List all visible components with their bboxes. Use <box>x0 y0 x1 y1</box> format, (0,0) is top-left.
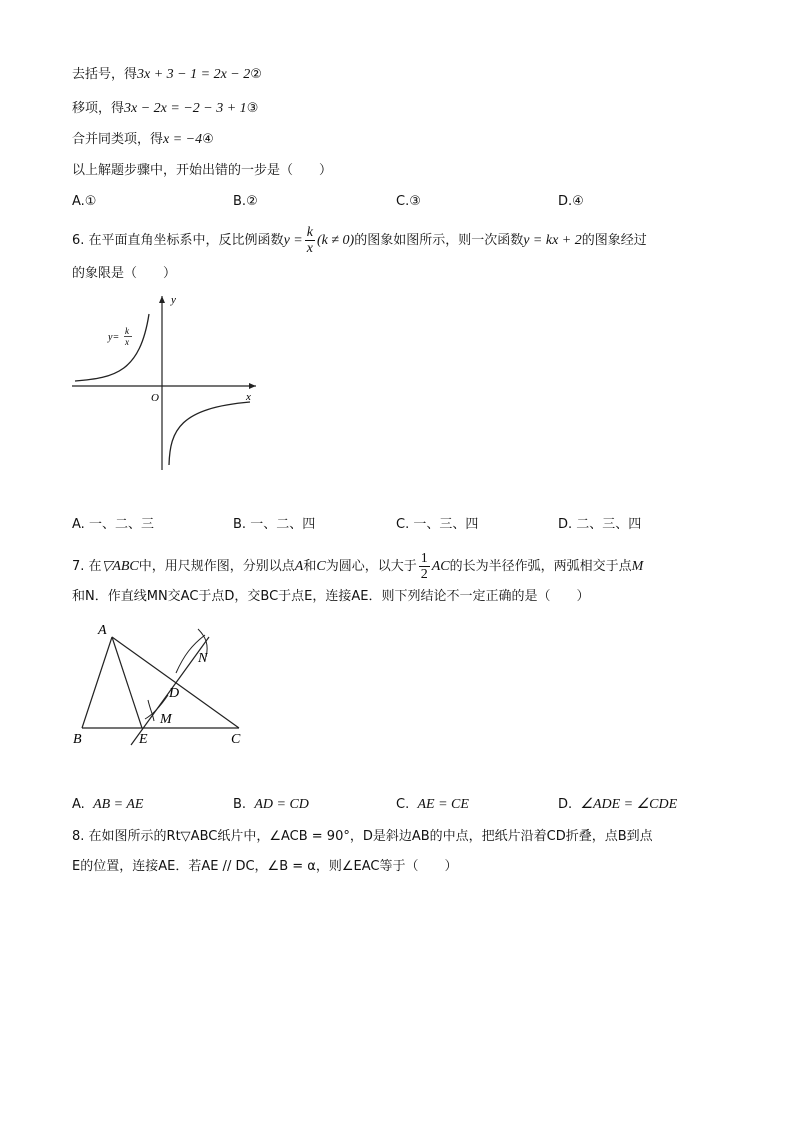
q6-text-b: 的图象如图所示，则一次函数 <box>354 233 524 248</box>
option-letter: B. <box>233 517 247 532</box>
option-text: 一、二、四 <box>250 517 316 532</box>
label-n: N <box>198 651 208 666</box>
option-letter: C. <box>396 194 410 209</box>
q5-option-a[interactable] <box>72 193 96 211</box>
q7-text-and: 和 <box>303 559 317 574</box>
q7-point-a: A <box>294 559 304 574</box>
q7-fraction <box>419 551 430 582</box>
q7-frac-den: 2 <box>420 567 428 582</box>
q6-hyperbola-graph <box>70 290 260 475</box>
x-axis-arrow <box>249 383 256 389</box>
option-text: AE = CE <box>417 797 469 812</box>
curve-label-den: x <box>125 337 129 347</box>
label-d: D <box>169 686 180 701</box>
q7-triangle: ▽ABC <box>101 559 139 574</box>
option-letter: B. <box>233 194 247 209</box>
q6-option-b[interactable] <box>233 516 315 534</box>
q7-point-m: M <box>631 559 644 574</box>
step-4-marker: ④ <box>202 132 214 147</box>
q6-linear: y = kx + 2 <box>523 233 582 248</box>
q7-frac-num: 1 <box>420 551 428 566</box>
q6-stem-line1 <box>72 225 647 256</box>
label-e: E <box>139 732 148 747</box>
curve-label-lhs: y= <box>108 332 120 343</box>
label-c: C <box>231 732 241 747</box>
option-text: AB = AE <box>93 797 144 812</box>
q7-text-c: 为圆心，以大于 <box>325 559 417 574</box>
q7-option-a[interactable] <box>72 796 143 814</box>
option-letter: C. <box>396 797 410 812</box>
step-2-line <box>72 66 262 84</box>
step-3-equation: 3x − 2x = −2 − 3 + 1 <box>124 101 247 116</box>
q6-number: 6. <box>72 233 85 248</box>
segment-ae <box>112 637 142 728</box>
q7-option-c[interactable] <box>396 796 469 814</box>
q8-stem-line2: E的位置，连接AE．若AE // DC，∠B = α，则∠EAC等于（ ） <box>72 859 458 874</box>
segment-ab <box>82 637 112 728</box>
step-4-equation: x = −4 <box>163 132 203 147</box>
option-letter: A. <box>72 194 85 209</box>
option-text: ③ <box>409 194 421 209</box>
option-text: ∠ADE = ∠CDE <box>580 797 678 812</box>
hyperbola-branch-quadrant-2 <box>75 314 149 381</box>
label-m: M <box>160 712 172 727</box>
step-3-marker: ③ <box>246 101 259 116</box>
step-4-label: 合并同类项，得 <box>72 132 164 147</box>
q6-frac-den: x <box>306 241 313 256</box>
step-4-line <box>72 131 214 149</box>
q6-frac-num: k <box>306 225 313 240</box>
q6-option-a[interactable] <box>72 516 154 534</box>
q7-point-c: C <box>316 559 326 574</box>
q5-prompt: 以上解题步骤中，开始出错的一步是（ ） <box>72 163 333 178</box>
q7-stem-line1 <box>72 551 643 582</box>
origin-label: O <box>151 392 159 404</box>
option-text: AD = CD <box>254 797 309 812</box>
q7-option-b[interactable] <box>233 796 309 814</box>
q8-number: 8. <box>72 829 85 844</box>
step-2-marker: ② <box>250 67 262 82</box>
q7-triangle-figure <box>68 615 253 750</box>
q7-text-a: 在 <box>88 559 102 574</box>
option-text: ① <box>84 194 97 209</box>
option-letter: A. <box>72 797 85 812</box>
q6-stem-line2: 的象限是（ ） <box>72 266 177 281</box>
y-axis-arrow <box>159 296 165 303</box>
q6-option-c[interactable] <box>396 516 478 534</box>
y-axis-label: y <box>171 294 176 306</box>
q7-number: 7. <box>72 559 85 574</box>
step-3-line <box>72 100 258 118</box>
option-text: ④ <box>572 194 584 209</box>
q6-fraction <box>305 225 315 256</box>
option-letter: D. <box>558 517 573 532</box>
option-letter: D. <box>558 797 573 812</box>
q6-func-lhs: y = <box>283 233 303 248</box>
option-text: ② <box>246 194 258 209</box>
option-text: 二、三、四 <box>576 517 642 532</box>
q7-text-d: 的长为半径作弧，两弧相交于点 <box>449 559 632 574</box>
curve-label-num: k <box>125 326 129 336</box>
q6-text-c: 的图象经过 <box>581 233 647 248</box>
hyperbola-branch-quadrant-4 <box>169 402 250 465</box>
step-2-equation: 3x + 3 − 1 = 2x − 2 <box>137 67 251 82</box>
option-letter: C. <box>396 517 410 532</box>
q6-condition: (k ≠ 0) <box>316 233 355 248</box>
q5-option-d[interactable] <box>558 193 584 211</box>
q7-segment: AC <box>431 559 450 574</box>
q8-line1: 在如图所示的Rt▽ABC纸片中，∠ACB = 90°，D是斜边AB的中点，把纸片沿着CD折叠，点B到点 <box>88 829 653 844</box>
option-letter: B. <box>233 797 247 812</box>
label-b: B <box>73 732 82 747</box>
q5-option-c[interactable] <box>396 193 421 211</box>
q7-text-b: 中，用尺规作图，分别以点 <box>138 559 295 574</box>
step-3-label: 移项，得 <box>72 101 125 116</box>
q5-option-b[interactable] <box>233 193 258 211</box>
q7-option-d[interactable] <box>558 796 677 814</box>
x-axis-label: x <box>246 391 251 403</box>
q6-option-d[interactable] <box>558 516 641 534</box>
q7-stem-line2: 和N．作直线MN交AC于点D，交BC于点E，连接AE．则下列结论不一定正确的是（ ） <box>72 589 590 604</box>
option-text: 一、三、四 <box>413 517 479 532</box>
q8-stem-line1 <box>72 828 653 846</box>
option-letter: D. <box>558 194 573 209</box>
label-a: A <box>98 623 107 638</box>
step-2-label: 去括号，得 <box>72 67 138 82</box>
option-letter: A. <box>72 517 85 532</box>
option-text: 一、二、三 <box>88 517 154 532</box>
q6-text-a: 在平面直角坐标系中，反比例函数 <box>88 233 284 248</box>
